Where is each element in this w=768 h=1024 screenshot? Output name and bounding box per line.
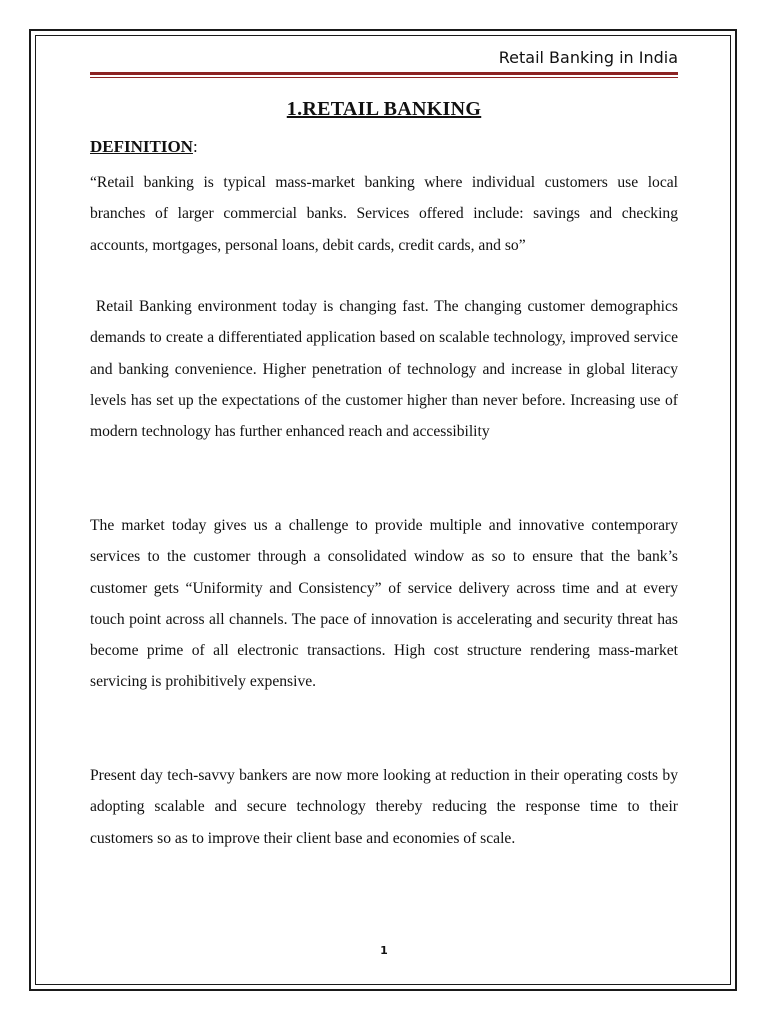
definition-label: DEFINITION bbox=[90, 137, 193, 156]
paragraph-market: The market today gives us a challenge to provide multiple and innovative contemporary services to the customer through a consolidated window as so to ensure that the bank’s customer gets “Uniformity and Consistency” of service delivery across time and at every touch point across all channels. The pace of innovation is accelerating and security threat has become prime of all electronic transactions. High cost structure rendering mass-market servicing is prohibitively expensive. bbox=[90, 517, 678, 691]
paragraph-definition: “Retail banking is typical mass-market banking where individual customers use local branches of larger commercial banks. Services offered include: savings and checking accounts, mortgages, personal loans, debit cards, credit cards, and so” bbox=[90, 174, 678, 254]
paragraph-tech-savvy: Present day tech-savvy bankers are now more looking at reduction in their operating costs by adopting scalable and secure technology thereby reducing the response time to their customers so as to improve their client base and economies of scale. bbox=[90, 767, 678, 847]
definition-colon: : bbox=[192, 137, 198, 156]
running-header: Retail Banking in India bbox=[498, 48, 678, 67]
header-rule-thick bbox=[90, 72, 678, 75]
definition-heading bbox=[90, 137, 198, 157]
header-rule-thin bbox=[90, 77, 678, 78]
chapter-title: 1.RETAIL BANKING bbox=[286, 98, 482, 120]
page-number: 1 bbox=[380, 944, 388, 957]
paragraph-environment: Retail Banking environment today is changing fast. The changing customer demographics demands to create a differentiated application based on scalable technology, improved service and banking convenience. Higher penetration of technology and increase in global literacy levels has set up the expectations of the customer higher than never before. Increasing use of modern technology has further enhanced reach and accessibility bbox=[90, 298, 678, 441]
